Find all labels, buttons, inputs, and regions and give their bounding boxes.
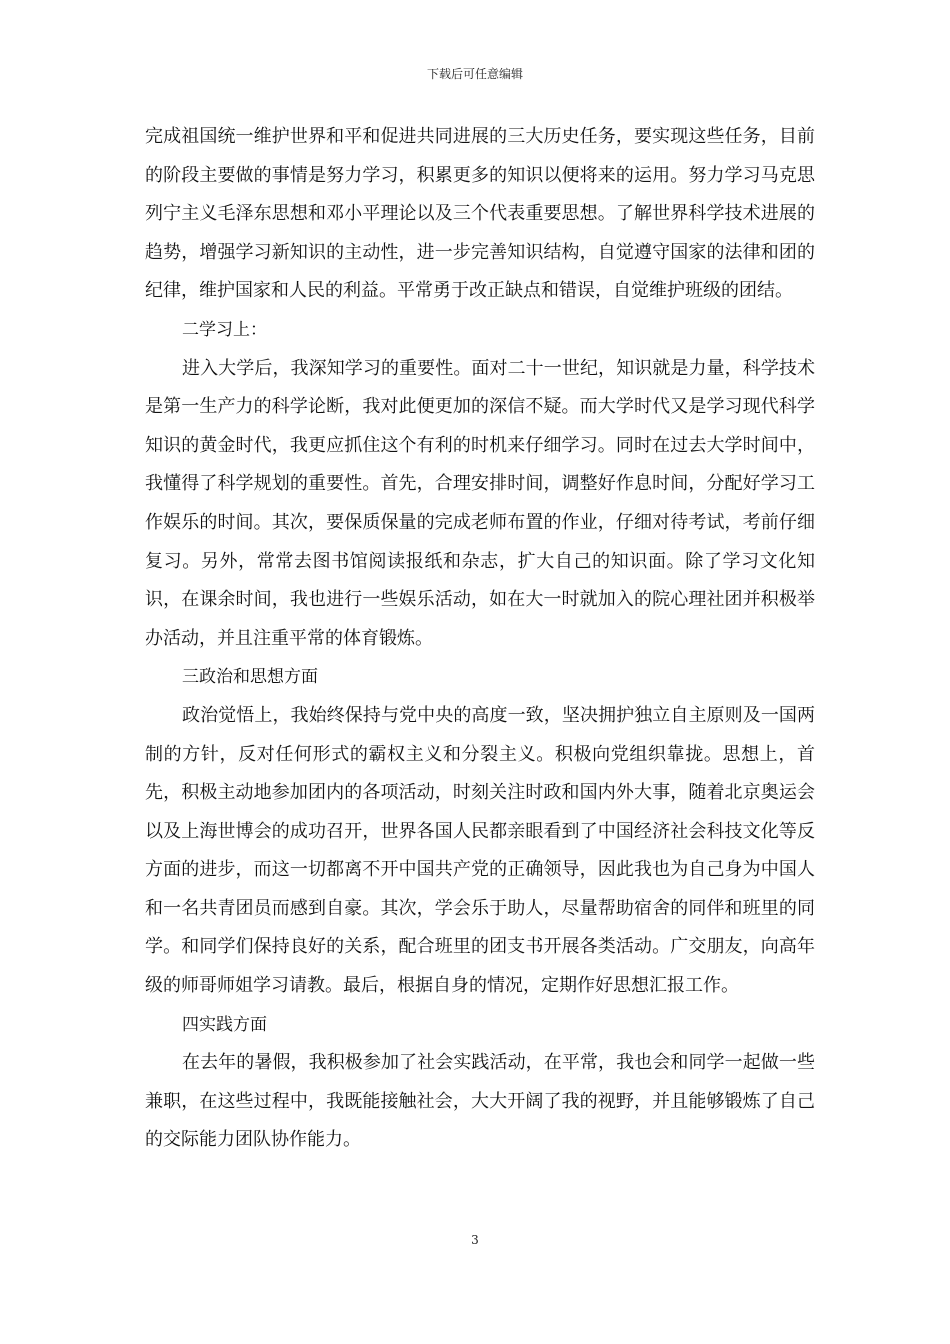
section-heading-practice: 四实践方面 [182, 1014, 267, 1035]
page-number: 3 [471, 1233, 479, 1247]
page-header: 下载后可任意编辑 [426, 67, 523, 81]
paragraph-study: 进入大学后，我深知学习的重要性。面对二十一世纪，知识就是力量，科学技术是第一生产力的科学论断，我对此便更加的深信不疑。而大学时代又是学习现代科学知识的黄金时代，我更应抓住这个有利的时机来仔细学习。同时在过去大学时间中，我懂得了科学规划的重要性。首先，合理安排时间，调整好作息时间，分配好学习工作娱乐的时间。其次，要保质保量的完成老师布置的作业，仔细对待考试，考前仔细复习。另外，常常去图书馆阅读报纸和杂志，扩大自己的知识面。除了学习文化知识，在课余时间，我也进行一些娱乐活动，如在大一时就加入的院心理社团并积极举办活动，并且注重平常的体育锻炼。 [145, 357, 815, 649]
section-heading-politics: 三政治和思想方面 [182, 667, 318, 688]
section-heading-study: 二学习上： [182, 319, 267, 340]
paragraph-patriotism-continued: 完成祖国统一维护世界和平和促进共同进展的三大历史任务，要实现这些任务，目前的阶段主要做的事情是努力学习，积累更多的知识以便将来的运用。努力学习马克思列宁主义毛泽东思想和邓小平理论以及三个代表重要思想。了解世界科学技术进展的趋势，增强学习新知识的主动性，进一步完善知识结构，自觉遵守国家的法律和团的纪律，维护国家和人民的利益。平常勇于改正缺点和错误，自觉维护班级的团结。 [145, 126, 815, 302]
paragraph-practice: 在去年的暑假，我积极参加了社会实践活动，在平常，我也会和同学一起做一些兼职，在这些过程中，我既能接触社会，大大开阔了我的视野，并且能够锻炼了自己的交际能力团队协作能力。 [145, 1052, 815, 1151]
paragraph-politics: 政治觉悟上，我始终保持与党中央的高度一致，坚决拥护独立自主原则及一国两制的方针，反对任何形式的霸权主义和分裂主义。积极向党组织靠拢。思想上，首先，积极主动地参加团内的各项活动，时刻关注时政和国内外大事，随着北京奥运会以及上海世博会的成功召开，世界各国人民都亲眼看到了中国经济社会科技文化等反方面的进步，而这一切都离不开中国共产党的正确领导，因此我也为自己身为中国人和一名共青团员而感到自豪。其次，学会乐于助人，尽量帮助宿舍的同伴和班里的同学。和同学们保持良好的关系，配合班里的团支书开展各类活动。广交朋友，向高年级的师哥师姐学习请教。最后，根据自身的情况，定期作好思想汇报工作。 [145, 704, 815, 997]
document-body [145, 118, 815, 1160]
